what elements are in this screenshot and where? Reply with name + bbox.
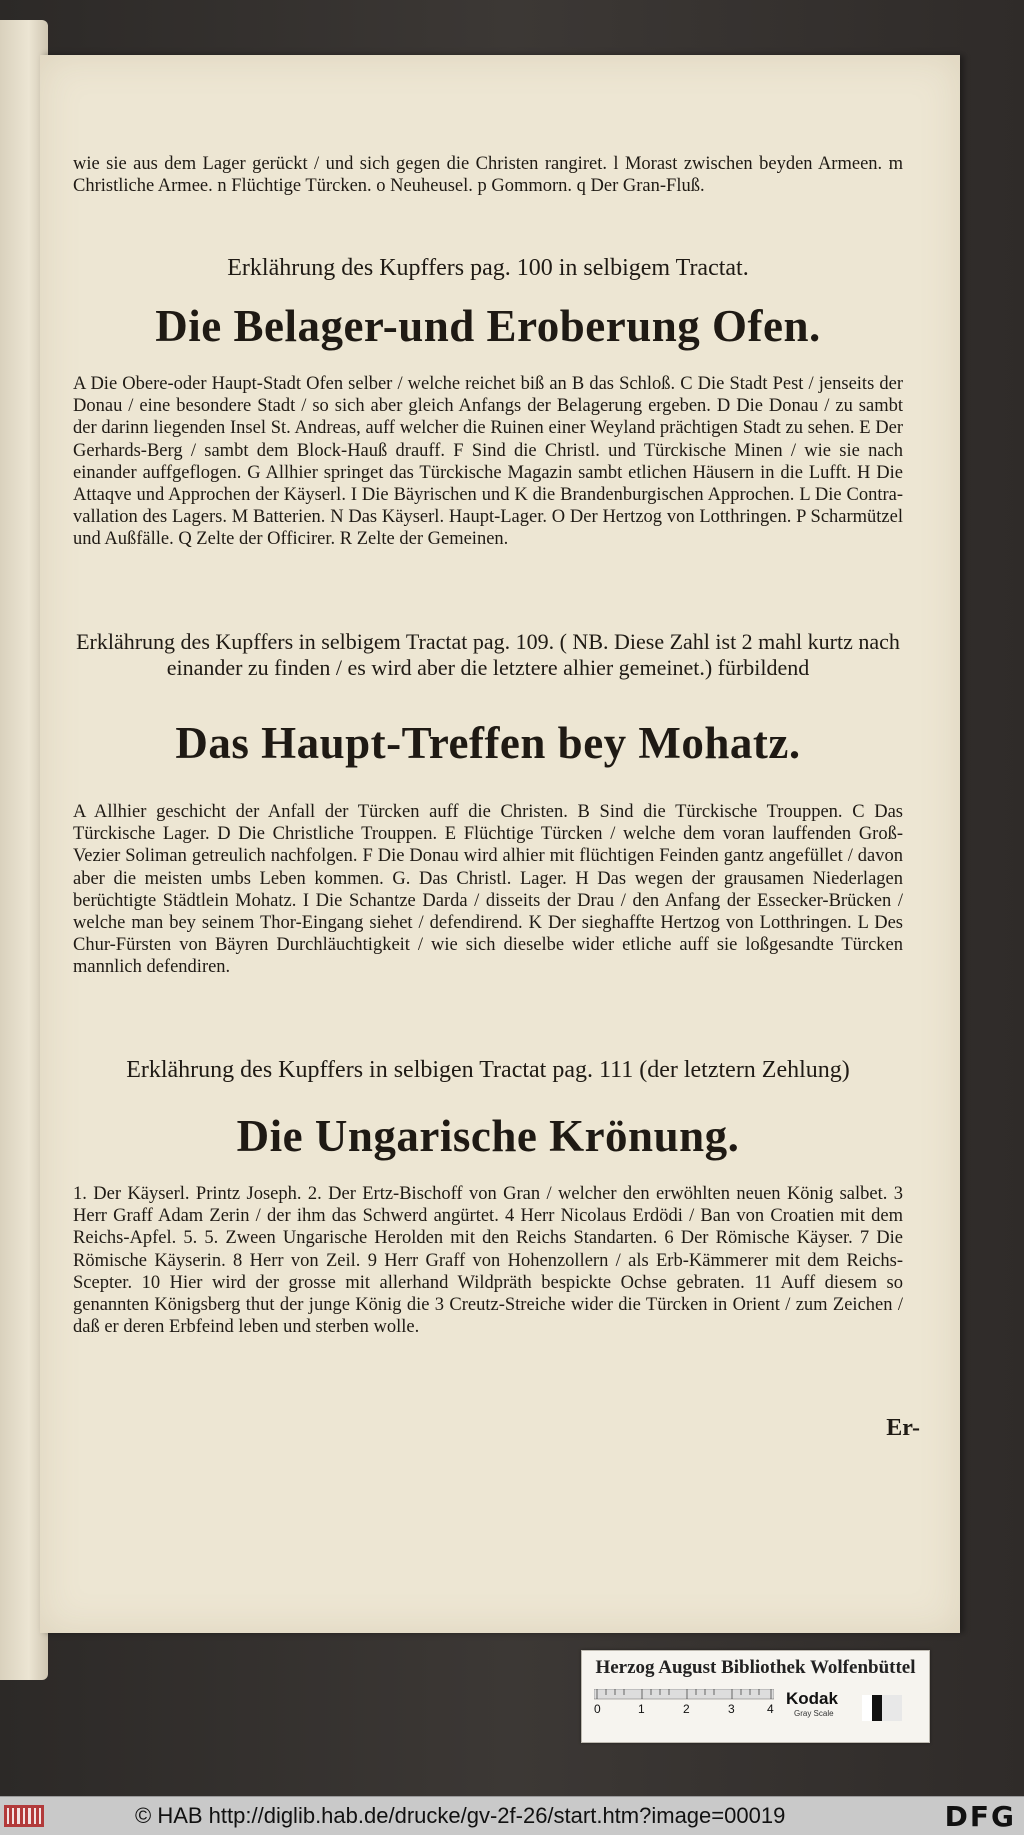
footer-bar xyxy=(0,1796,1024,1835)
paragraph-2: A Allhier geschicht der Anfall der Türcken auff die Christen. B Sind die Türckische Trouppen. C Das Türckische Lager. D Die Christliche Trouppen. E Flüchtige Türcken / welche dem voran lauffenden Groß-Vezier Soliman getreulich nachfolgen. F Die Donau wird alhier mit flüchtigen Feinden gantz angefüllet / davon aber die meisten umbs Leben kommen. G. Das Christl. Lager. H Das wegen der grausamen Niederlagen berüchtigte Städtlein Mohatz. I Die Schantze Darda / disseits der Drau / den Anfang der Essecker-Brücken / welche man bey seinem Thor-Eingang siehet / defendirend. K Der sieghaffte Hertzog von Lotthringen. L Des Chur-Fürsten von Bäyren Durchläuchtigkeit / wie sich dieselbe wider etliche auff sie loßgesandte Türcken mannlich defendiren. xyxy=(73,802,903,978)
heading-3: Erklährung des Kupffers in selbigen Tractat pag. 111 (der letztern Zehlung) xyxy=(126,1057,850,1083)
dfg-logo: DFG xyxy=(944,1800,1016,1833)
copyright-link[interactable]: © HAB http://diglib.hab.de/drucke/gv-2f-26/start.htm?image=00019 xyxy=(135,1803,786,1828)
ruler-scale-icon xyxy=(594,1689,774,1715)
kodak-label: Kodak xyxy=(786,1689,838,1708)
paragraph-1: A Die Obere-oder Haupt-Stadt Ofen selber / welche reichet biß an B das Schloß. C Die Stadt Pest / jenseits der Donau / eine besondere Stadt / so sich aber gleich Anfangs der Belagerung ergeben. D Die Donau / zu sambt der darinn liegenden Insel St. Andreas, auff welcher die Ruinen einer Weyland prächtigen Stadt zu sehen. E Der Gerhards-Berg / sambt dem Block-Hauß drauff. F Sind die Christl. und Türckische Minen / wie sie nach einander auffgeflogen. G Allhier springet das Türckische Magazin sambt etlichen Häusern in die Lufft. H Die Attaqve und Approchen der Käyserl. I Die Bäyrischen und K die Brandenburgischen Approchen. L Die Contra-vallation des Lagers. M Batterien. N Das Käyserl. Haupt-Lager. O Der Hertzog von Lotthringen. P Scharmützel und Außfälle. Q Zelte der Officirer. R Zelte der Gemeinen. xyxy=(73,374,903,550)
heading-2: Erklährung des Kupffers in selbigem Tractat pag. 109. ( NB. Diese Zahl ist 2 mahl kurtz nach einander zu finden / es wird aber die letztere alhier gemeinet.) fürbildend xyxy=(76,629,900,680)
title-2: Das Haupt-Treffen bey Mohatz. xyxy=(175,718,801,768)
paragraph-0: wie sie aus dem Lager gerückt / und sich gegen die Christen rangiret. l Morast zwischen beyden Armeen. m Christliche Armee. n Flüchtige Türcken. o Neuheusel. p Gommorn. q Der Gran-Fluß. xyxy=(73,154,903,197)
paragraph-3: 1. Der Käyserl. Printz Joseph. 2. Der Ertz-Bischoff von Gran / welcher den erwöhlten neuen König salbet. 3 Herr Graff Adam Zerin / der ihm das Schwerd angürtet. 4 Herr Nicolaus Erdödi / Ban von Croatien mit dem Reichs-Apfel. 5. 5. Zween Ungarische Herolden mit den Reichs Standarten. 6 Der Römische Käyser. 7 Die Römische Käyserin. 8 Herr von Zeil. 9 Herr Graff von Hohenzollern / als Erb-Kämmerer mit dem Reichs-Scepter. 10 Hier wird der grosse mit allerhand Wildpräth bespickte Ochse gebraten. 11 Auff diesem so genannten Königsberg thut der junge König die 3 Creutz-Streiche wider die Türcken in Orient / zum Zeichen / daß er deren Erbfeind leben und sterben wolle. xyxy=(73,1184,903,1338)
title-1: Die Belager-und Eroberung Ofen. xyxy=(155,301,821,351)
gray-swatch-icon xyxy=(862,1695,902,1721)
ruler-number-3: 3 xyxy=(728,1702,735,1715)
library-name: Herzog August Bibliothek Wolfenbüttel xyxy=(595,1657,916,1678)
gray-scale-label: Gray Scale xyxy=(794,1709,834,1718)
ruler-number-0: 0 xyxy=(594,1702,601,1715)
barcode-icon xyxy=(4,1805,44,1827)
heading-1: Erklährung des Kupffers pag. 100 in selbigem Tractat. xyxy=(227,255,749,281)
ruler-number-1: 1 xyxy=(638,1702,645,1715)
catchword: Er- xyxy=(886,1415,920,1441)
ruler-number-4: 4 xyxy=(767,1702,774,1715)
library-color-card xyxy=(581,1650,930,1743)
ruler-number-2: 2 xyxy=(683,1702,690,1715)
document-page xyxy=(40,55,960,1633)
title-3: Die Ungarische Krönung. xyxy=(236,1111,740,1161)
